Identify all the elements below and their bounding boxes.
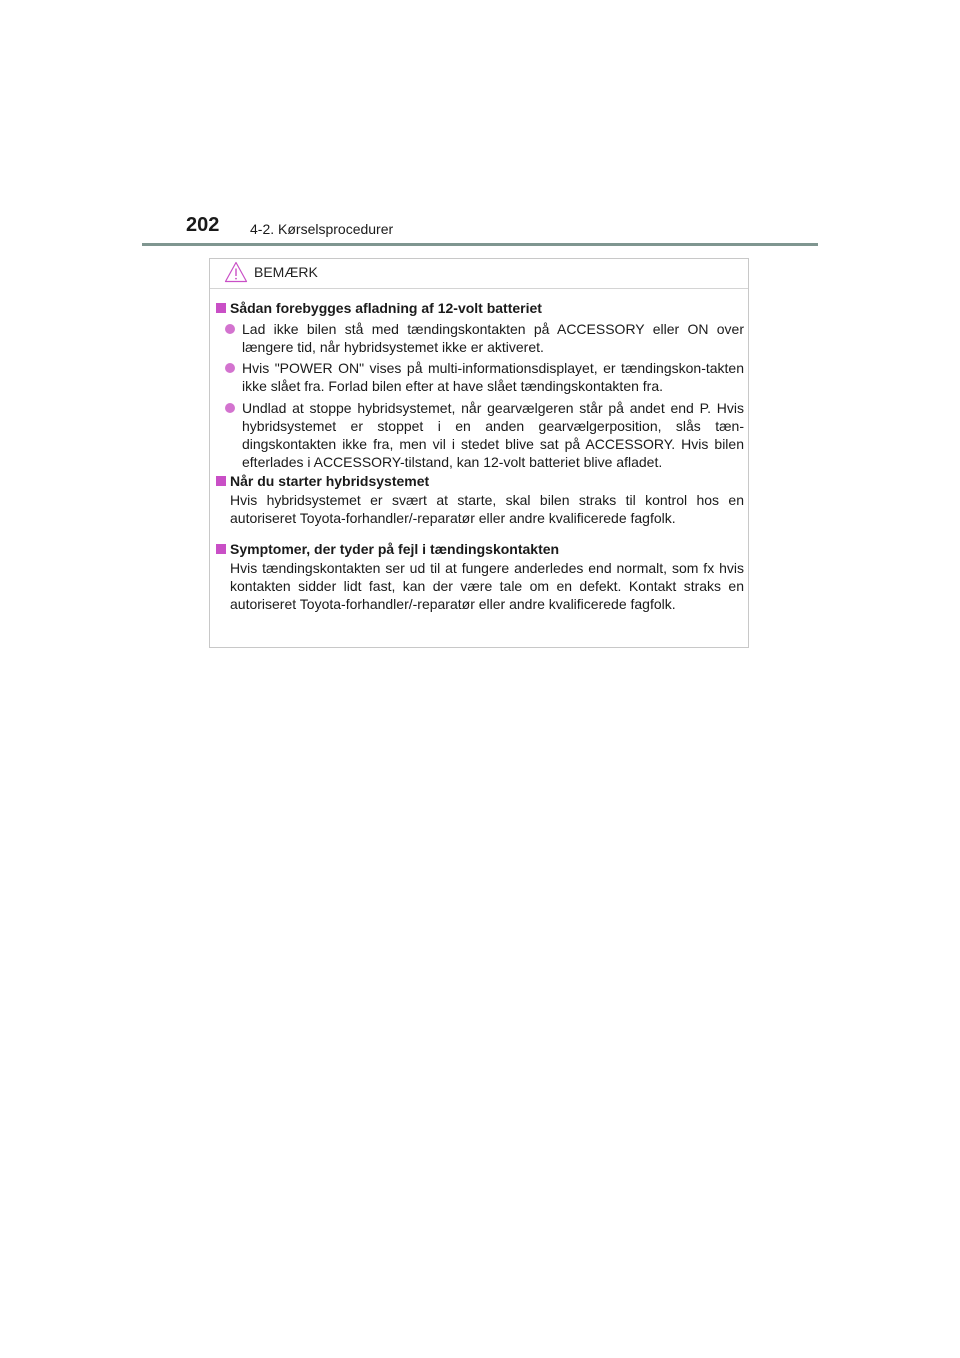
section-title: 4-2. Kørselsprocedurer [250,221,394,237]
notice-label: BEMÆRK [254,264,318,280]
round-bullet-icon [225,403,235,413]
square-bullet-icon [216,303,226,313]
square-bullet-icon [216,544,226,554]
round-bullet-icon [225,363,235,373]
section-text: Hvis tændingskontakten ser ud til at fungere anderledes end normalt, som fx hvis kontakten sidder lidt fast, kan der være tale om en defekt. Kontakt straks en autoriseret Toyota-forhandler/-reparatør eller andre kvalificerede fagfolk. [230,560,744,612]
round-bullet-icon [225,324,235,334]
notice-header [210,259,748,289]
bullet-text: Undlad at stoppe hybridsystemet, når gearvælgeren står på andet end P. Hvis hybridsystemet er stoppet i en anden gearvælgerposition, slås tæn-dingskontakten ikke fra, men vil i stedet blive sat på ACCESSORY. Hvis bilen efterlades i ACCESSORY-tilstand, kan 12-volt batteriet blive afladet. [242,400,744,470]
square-bullet-icon [216,476,226,486]
section-heading: Sådan forebygges afladning af 12-volt batteriet [216,299,542,317]
page-number: 202 [186,214,220,236]
header-rule [142,243,818,246]
section-heading: Symptomer, der tyder på fejl i tændingskontakten [216,540,559,558]
bullet-text: Lad ikke bilen stå med tændingskontakten på ACCESSORY eller ON over længere tid, når hybridsystemet ikke er aktiveret. [242,321,744,355]
section-text: Hvis hybridsystemet er svært at starte, skal bilen straks til kontrol hos en autoriseret Toyota-forhandler/-reparatør eller andre kvalificerede fagfolk. [230,492,744,526]
warning-triangle-icon [224,261,248,283]
section-heading: Når du starter hybridsystemet [216,472,429,490]
notice-box [209,258,749,648]
bullet-text: Hvis "POWER ON" vises på multi-informationsdisplayet, er tændingskon-takten ikke slået fra. Forlad bilen efter at have slået tændingskontakten fra. [242,360,744,394]
